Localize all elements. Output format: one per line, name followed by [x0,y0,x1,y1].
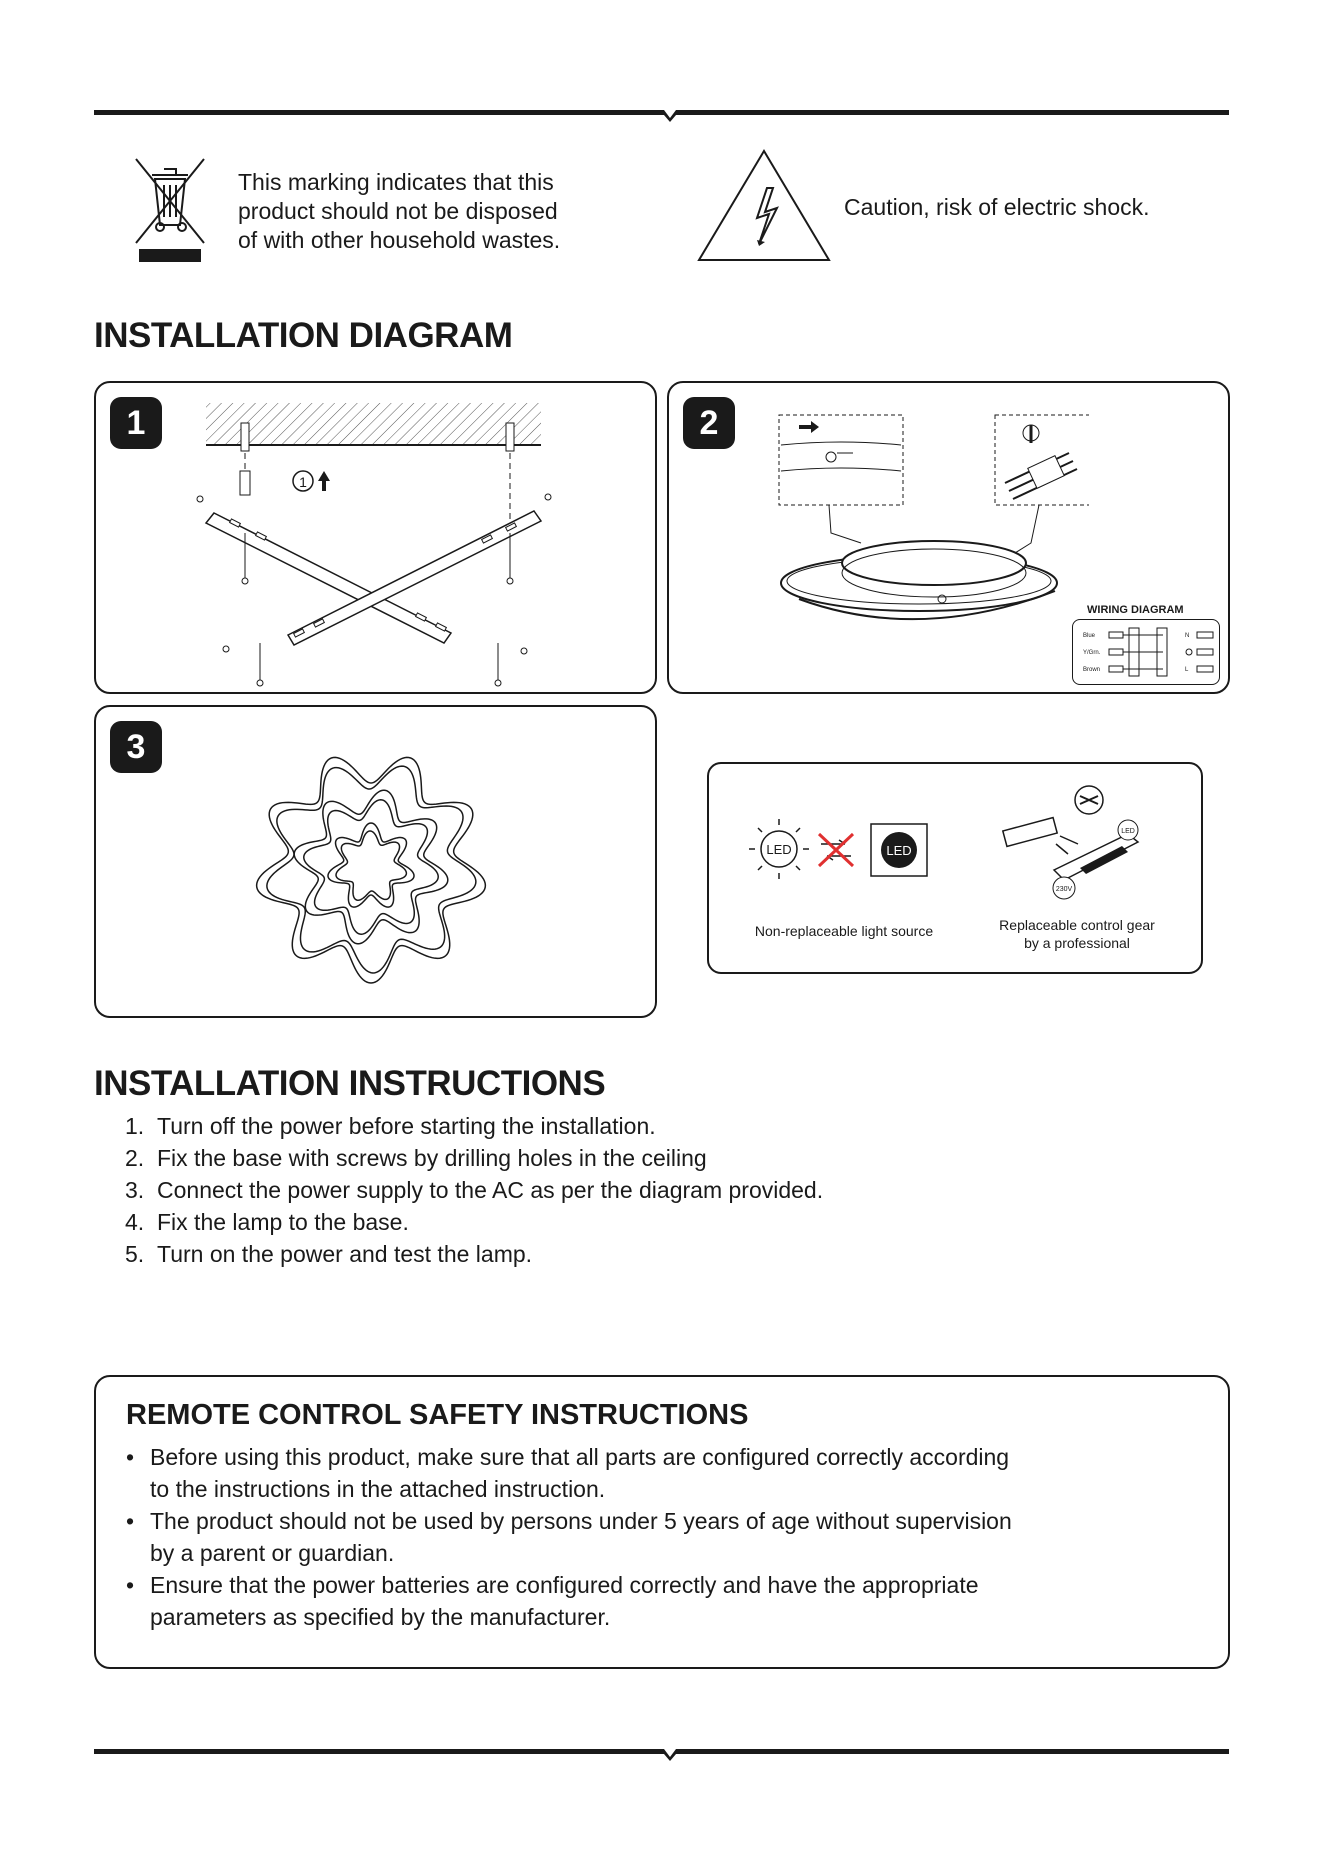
terminal-label: L [1185,667,1189,673]
weee-line: This marking indicates that this [238,169,554,195]
weee-line: of with other household wastes. [238,227,561,253]
instruction-number: 1. [125,1113,145,1139]
remote-safety-title: REMOTE CONTROL SAFETY INSTRUCTIONS [126,1399,749,1431]
instruction-text: Turn on the power and test the lamp. [157,1241,533,1267]
lamp-connection-illustration [769,413,1089,653]
replaceable-caption [967,916,1187,952]
instruction-text: Fix the base with screws by drilling holes in the ceiling [157,1145,707,1171]
weee-line: product should not be disposed [238,198,558,224]
safety-item [102,1569,1202,1633]
instruction-item [125,1238,1125,1270]
remote-safety-list [102,1441,1202,1633]
voltage-label: 230V [1055,886,1073,893]
top-divider [94,104,1229,126]
mounting-bracket-illustration [186,393,566,688]
safety-line: • Before using this product, make sure that all parts are configured correctly according [150,1444,1010,1470]
step-3-panel [94,705,657,1018]
remote-safety-box [94,1375,1230,1669]
instruction-item [125,1206,1125,1238]
non-replaceable-light-source-icon [747,814,937,884]
replaceable-control-gear-icon [994,784,1154,904]
step-1-badge: 1 [110,397,162,449]
safety-line: • The product should not be used by persons under 5 years of age without supervision [150,1508,1012,1534]
instruction-item [125,1110,1125,1142]
instruction-item [125,1174,1125,1206]
lamp-ring [294,790,448,944]
instruction-item [125,1142,1125,1174]
wire-label: Y/Grn. [1083,650,1101,656]
instruction-text: Fix the lamp to the base. [157,1209,409,1235]
electric-shock-warning-icon [697,148,832,263]
flower-lamp-illustration [246,742,496,992]
lamp-ring [328,823,414,907]
led-label: LED [766,842,792,857]
step-2-panel [667,381,1230,694]
step-1-panel [94,381,657,694]
terminal-label: N [1185,633,1190,639]
lamp-ring [257,757,486,983]
safety-line: parameters as specified by the manufacturer. [150,1604,611,1630]
step-3-badge: 3 [110,721,162,773]
installation-diagram-title: INSTALLATION DIAGRAM [94,316,513,355]
led-label-filled: LED [886,843,912,858]
led-label-small: LED [1121,828,1135,835]
safety-item [102,1505,1202,1569]
installation-instructions-list [125,1110,1125,1270]
weee-notice-text [238,168,618,255]
instruction-text: Turn off the power before starting the installation. [157,1113,656,1139]
shock-notice-text: Caution, risk of electric shock. [844,194,1150,220]
instruction-text: Connect the power supply to the AC as per the diagram provided. [157,1177,824,1203]
safety-item [102,1441,1202,1505]
lamp-ring [267,766,476,973]
step-2-badge: 2 [683,397,735,449]
installation-instructions-title: INSTALLATION INSTRUCTIONS [94,1064,606,1103]
wire-label: Brown [1083,667,1101,673]
replaceable-caption-line: by a professional [1024,935,1130,951]
safety-line: by a parent or guardian. [150,1540,395,1566]
wiring-diagram-title: WIRING DIAGRAM [1087,604,1184,616]
instruction-number: 2. [125,1145,145,1171]
replaceable-caption-line: Replaceable control gear [999,917,1155,933]
safety-line: to the instructions in the attached instruction. [150,1476,606,1502]
instruction-number: 4. [125,1209,145,1235]
wiring-diagram-box [1072,619,1220,685]
step1-callout-number: 1 [299,474,307,490]
non-replaceable-caption: Non-replaceable light source [754,923,934,939]
bottom-divider [94,1743,1229,1765]
weee-bin-icon [130,155,210,265]
led-info-box [707,762,1203,974]
safety-line: • Ensure that the power batteries are configured correctly and have the appropriate [150,1572,979,1598]
instruction-number: 3. [125,1177,145,1203]
lamp-ring [336,831,406,900]
wire-label: Blue [1083,633,1096,639]
instruction-number: 5. [125,1241,145,1267]
